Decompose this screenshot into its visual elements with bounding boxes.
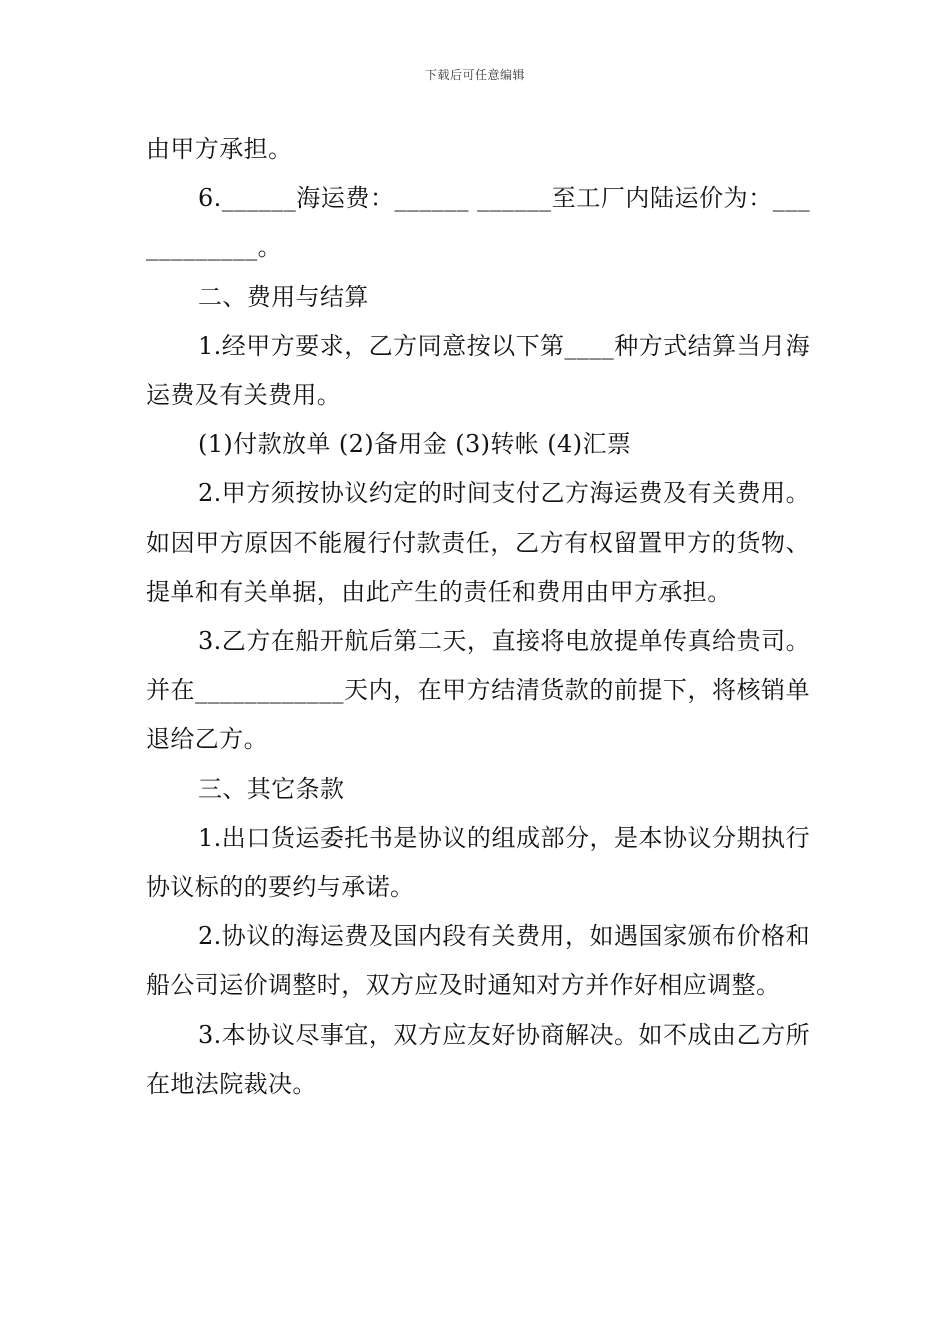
header-note: 下载后可任意编辑 (424, 68, 525, 82)
clause-2-1-settlement-method: 1.经甲方要求，乙方同意按以下第____种方式结算当月海运费及有关费用。 (146, 331, 810, 410)
clause-3-1-consignment: 1.出口货运委托书是协议的组成部分，是本协议分期执行协议标的的要约与承诺。 (146, 823, 810, 902)
section-heading-other-terms: 三、其它条款 (198, 774, 345, 803)
clause-1-6-ocean-freight: 6.______海运费：______ ______至工厂内陆运价为：____________。 (146, 184, 810, 262)
clause-2-2-payment: 2.甲方须按协议约定的时间支付乙方海运费及有关费用。如因甲方原因不能履行付款责任，乙方有权留置甲方的货物、提单和有关单据，由此产生的责任和费用由甲方承担。 (146, 479, 810, 606)
clause-2-3-bill-of-lading: 3.乙方在船开航后第二天，直接将电放提单传真给贵司。并在____________天内，在甲方结清货款的前提下，将核销单退给乙方。 (146, 627, 810, 754)
document-body (146, 125, 810, 1109)
section-heading-fees-settlement: 二、费用与结算 (198, 282, 369, 311)
paragraph-carryover: 由甲方承担。 (146, 135, 293, 163)
clause-3-3-dispute: 3.本协议尽事宜，双方应友好协商解决。如不成由乙方所在地法院裁决。 (146, 1020, 810, 1098)
clause-3-2-price-adjustment: 2.协议的海运费及国内段有关费用，如遇国家颁布价格和船公司运价调整时，双方应及时通知对方并作好相应调整。 (146, 922, 810, 1000)
settlement-options: (1)付款放单 (2)备用金 (3)转帐 (4)汇票 (198, 430, 632, 459)
